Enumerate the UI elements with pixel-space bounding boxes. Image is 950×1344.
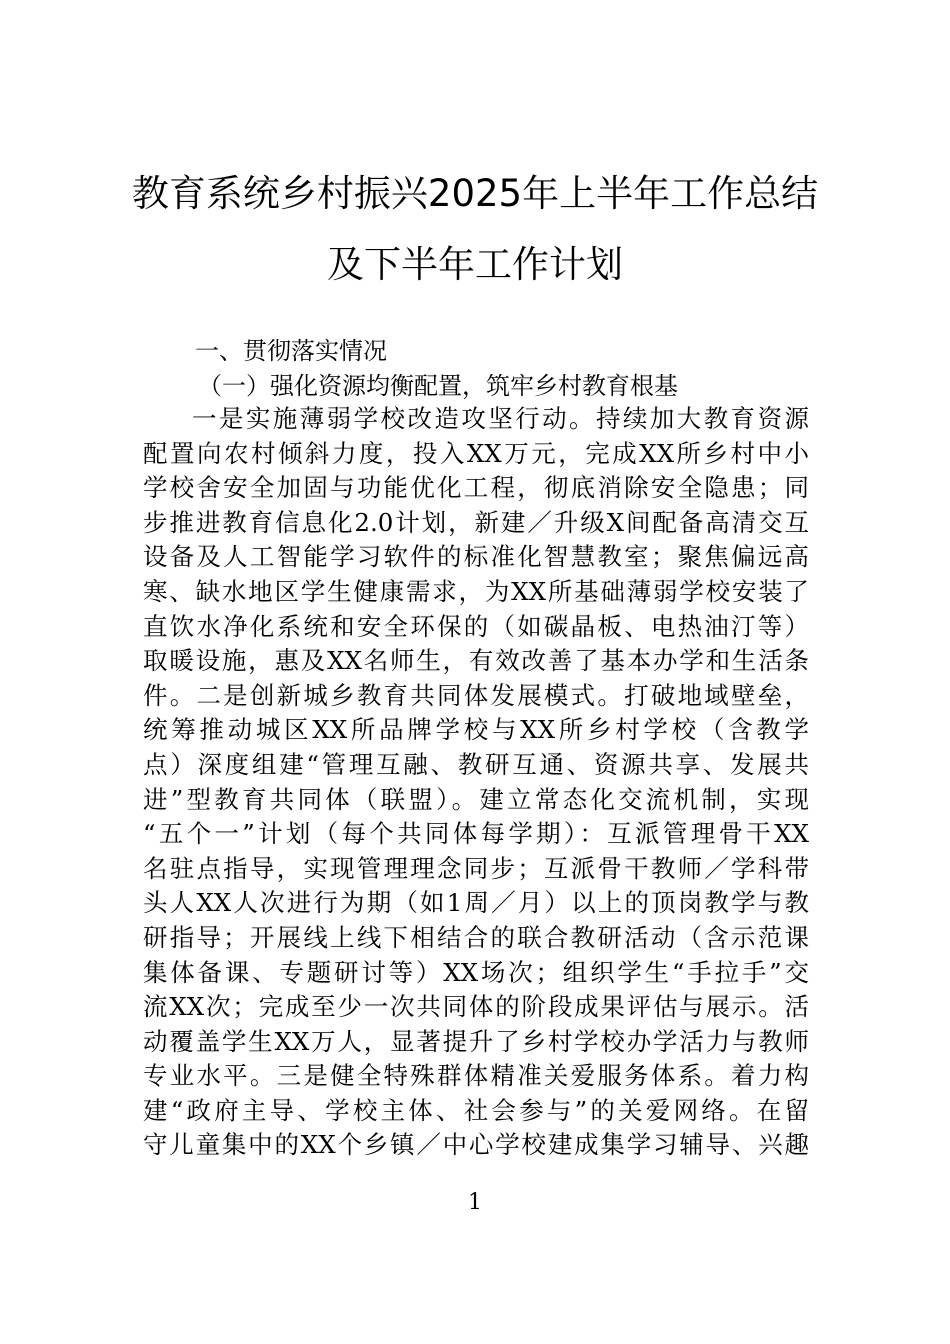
body-line: 动覆盖学生XX万人，显著提升了乡村学校办学活力与教师 (143, 1026, 809, 1056)
body-line: 名驻点指导，实现管理理念同步；互派骨干教师／学科带 (143, 853, 809, 883)
body-line: 直饮水净化系统和安全环保的（如碳晶板、电热油汀等） (143, 611, 809, 641)
body-line: 统筹推动城区XX所品牌学校与XX所乡村学校（含教学 (143, 715, 809, 745)
body-line: 取暖设施，惠及XX名师生，有效改善了基本办学和生活条 (143, 646, 809, 676)
page-number: 1 (468, 1190, 482, 1215)
body-line: 件。二是创新城乡教育共同体发展模式。打破地域壁垒， (143, 680, 809, 710)
body-line: 设备及人工智能学习软件的标准化智慧教室；聚焦偏远高 (143, 542, 809, 572)
body-paragraph (143, 402, 809, 1163)
body-line: 配置向农村倾斜力度，投入XX万元，完成XX所乡村中小 (143, 438, 809, 468)
body-line: 流XX次；完成至少一次共同体的阶段成果评估与展示。活 (143, 992, 809, 1022)
section-heading: 一、贯彻落实情况 (195, 337, 387, 365)
body-line: 进”型教育共同体（联盟）。建立常态化交流机制，实现 (143, 784, 809, 814)
body-line: 学校舍安全加固与功能优化工程，彻底消除安全隐患；同 (143, 473, 809, 503)
body-line: 建“政府主导、学校主体、社会参与”的关爱网络。在留 (143, 1095, 809, 1125)
body-line: “五个一”计划（每个共同体每学期）：互派管理骨干XX (143, 819, 809, 849)
document-title-line-1: 教育系统乡村振兴2025年上半年工作总结 (131, 172, 819, 215)
body-line: 专业水平。三是健全特殊群体精准关爱服务体系。着力构 (143, 1061, 809, 1091)
body-line: 集体备课、专题研讨等）XX场次；组织学生“手拉手”交 (143, 957, 809, 987)
body-line: 点）深度组建“管理互融、教研互通、资源共享、发展共 (143, 749, 809, 779)
document-title-line-2: 及下半年工作计划 (327, 243, 623, 286)
body-line: 守儿童集中的XX个乡镇／中心学校建成集学习辅导、兴趣 (143, 1130, 809, 1160)
body-line: 寒、缺水地区学生健康需求，为XX所基础薄弱学校安装了 (143, 576, 809, 606)
body-line: 研指导；开展线上线下相结合的联合教研活动（含示范课 (143, 922, 809, 952)
body-line: 步推进教育信息化2.0计划，新建／升级X间配备高清交互 (143, 507, 809, 537)
body-line: 头人XX人次进行为期（如1周／月）以上的顶岗教学与教 (143, 888, 809, 918)
subsection-heading: （一）强化资源均衡配置，筑牢乡村教育根基 (198, 372, 678, 400)
body-line: 一是实施薄弱学校改造攻坚行动。持续加大教育资源 (192, 404, 809, 433)
